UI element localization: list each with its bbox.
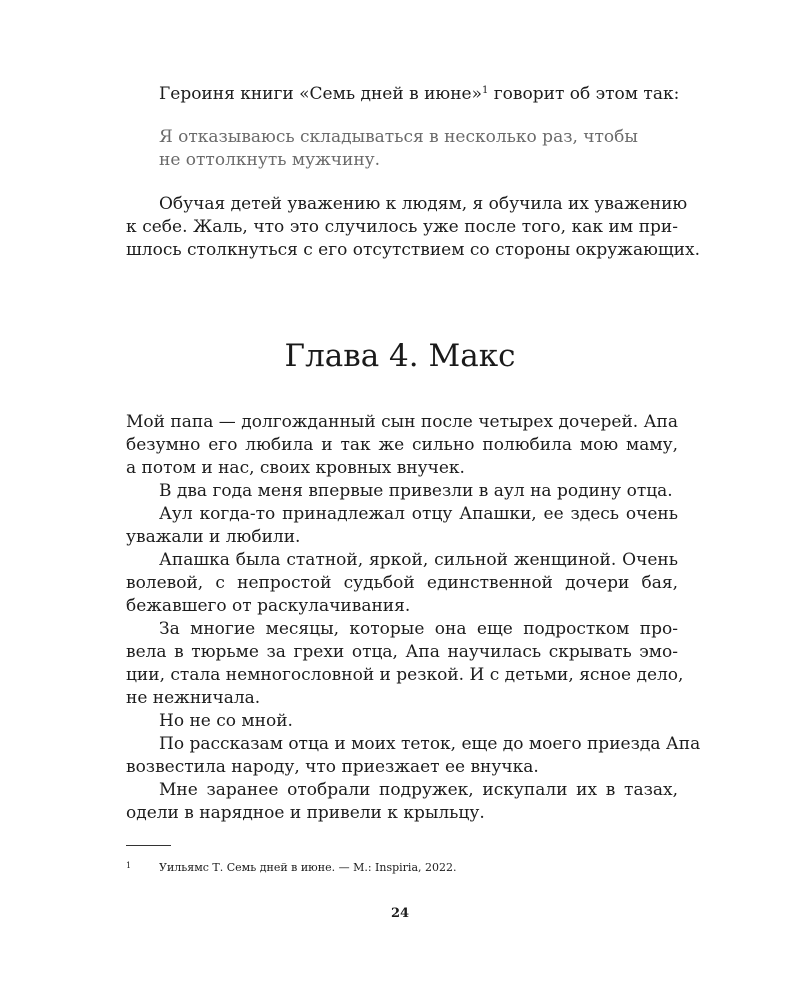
footnote-divider [126, 845, 171, 846]
page-number: 24 [390, 906, 410, 921]
intro-text: Героиня книги «Семь дней в июне» [159, 84, 482, 104]
intro-paragraph [126, 83, 678, 106]
quote-line: Я отказываюсь складываться в несколько раз, чтобы [159, 127, 638, 147]
text-line: ции, стала немногословной и резкой. И с детьми, ясное дело, [126, 665, 684, 685]
quote-line: не оттолкнуть мужчину. [159, 150, 381, 170]
chapter-body [126, 411, 701, 825]
text-line: к себе. Жаль, что это случилось уже после того, как им при- [126, 217, 678, 237]
text-line: Аул когда-то принадлежал отцу Апашки, ее здесь очень [159, 504, 678, 524]
text-line: По рассказам отца и моих теток, еще до моего приезда Апа [159, 734, 701, 754]
text-line: Мне заранее отобрали подружек, искупали их в тазах, [159, 780, 678, 800]
text-line: Мой папа — долгожданный сын после четырех дочерей. Апа [126, 412, 678, 432]
text-line: Обучая детей уважению к людям, я обучила их уважению [159, 194, 688, 214]
text-line: безумно его любила и так же сильно полюбила мою маму, [126, 435, 678, 455]
footnote-reference[interactable]: 1 [482, 85, 489, 96]
text-line: За многие месяцы, которые она еще подростком про- [159, 619, 678, 639]
footnote-text: Уильямс Т. Семь дней в июне. — М.: Inspiria, 2022. [159, 861, 457, 874]
text-line: уважали и любили. [126, 527, 301, 547]
text-line: Но не со мной. [159, 711, 293, 731]
text-line: не нежничала. [126, 688, 261, 708]
intro-line [126, 83, 678, 106]
text-line: вела в тюрьме за грехи отца, Апа научилась скрывать эмо- [126, 642, 678, 662]
text-line: Апашка была статной, яркой, сильной женщиной. Очень [159, 550, 678, 570]
text-line: В два года меня впервые привезли в аул на родину отца. [159, 481, 673, 501]
paragraph-after-quote [126, 193, 701, 262]
text-line: возвестила народу, что приезжает ее внучка. [126, 757, 539, 777]
text-line: одели в нарядное и привели к крыльцу. [126, 803, 485, 823]
text-line: бежавшего от раскулачивания. [126, 596, 411, 616]
footnote-number: 1 [126, 861, 132, 870]
text-line: волевой, с непростой судьбой единственной дочери бая, [126, 573, 678, 593]
quotation [126, 126, 678, 172]
intro-text-end: говорит об этом так: [488, 84, 680, 104]
text-line: а потом и нас, своих кровных внучек. [126, 458, 465, 478]
text-line: шлось столкнуться с его отсутствием со стороны окружающих. [126, 240, 701, 260]
chapter-title: Глава 4. Макс [284, 338, 516, 374]
